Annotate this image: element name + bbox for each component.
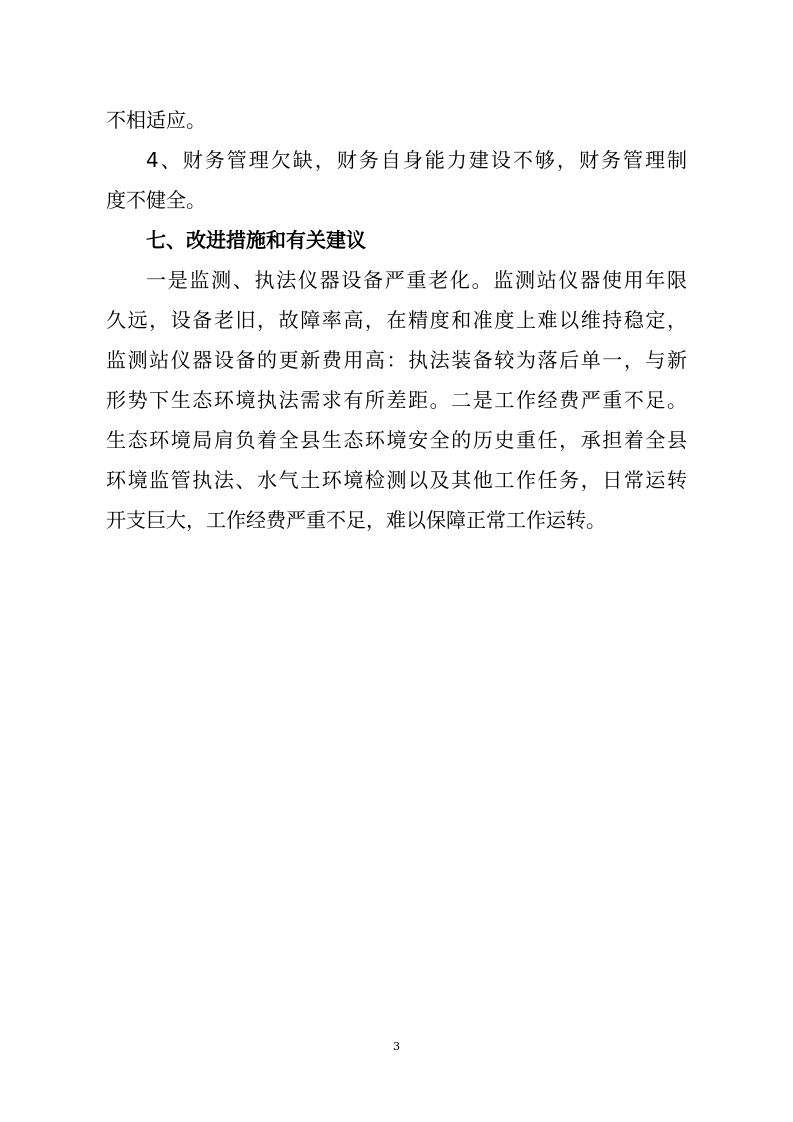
paragraph-line: 度不健全。 — [106, 188, 206, 212]
page-number: 3 — [393, 1040, 400, 1053]
section-heading: 七、改进措施和有关建议 — [146, 228, 366, 252]
paragraph-line: 一是监测、执法仪器设备严重老化。监测站仪器使用年限 — [146, 268, 687, 292]
paragraph-line: 开支巨大，工作经费严重不足，难以保障正常工作运转。 — [106, 508, 606, 532]
paragraph-line: 4、财务管理欠缺，财务自身能力建设不够，财务管理制 — [146, 148, 687, 172]
paragraph-line: 监测站仪器设备的更新费用高：执法装备较为落后单一，与新 — [106, 348, 687, 372]
paragraph-line: 形势下生态环境执法需求有所差距。二是工作经费严重不足。 — [106, 388, 687, 412]
paragraph-line: 生态环境局肩负着全县生态环境安全的历史重任，承担着全县 — [106, 428, 687, 452]
paragraph-line: 不相适应。 — [106, 108, 206, 132]
document-body — [106, 100, 687, 540]
paragraph-line: 环境监管执法、水气土环境检测以及其他工作任务，日常运转 — [106, 468, 687, 492]
paragraph-line: 久远，设备老旧，故障率高，在精度和准度上难以维持稳定， — [106, 308, 687, 332]
